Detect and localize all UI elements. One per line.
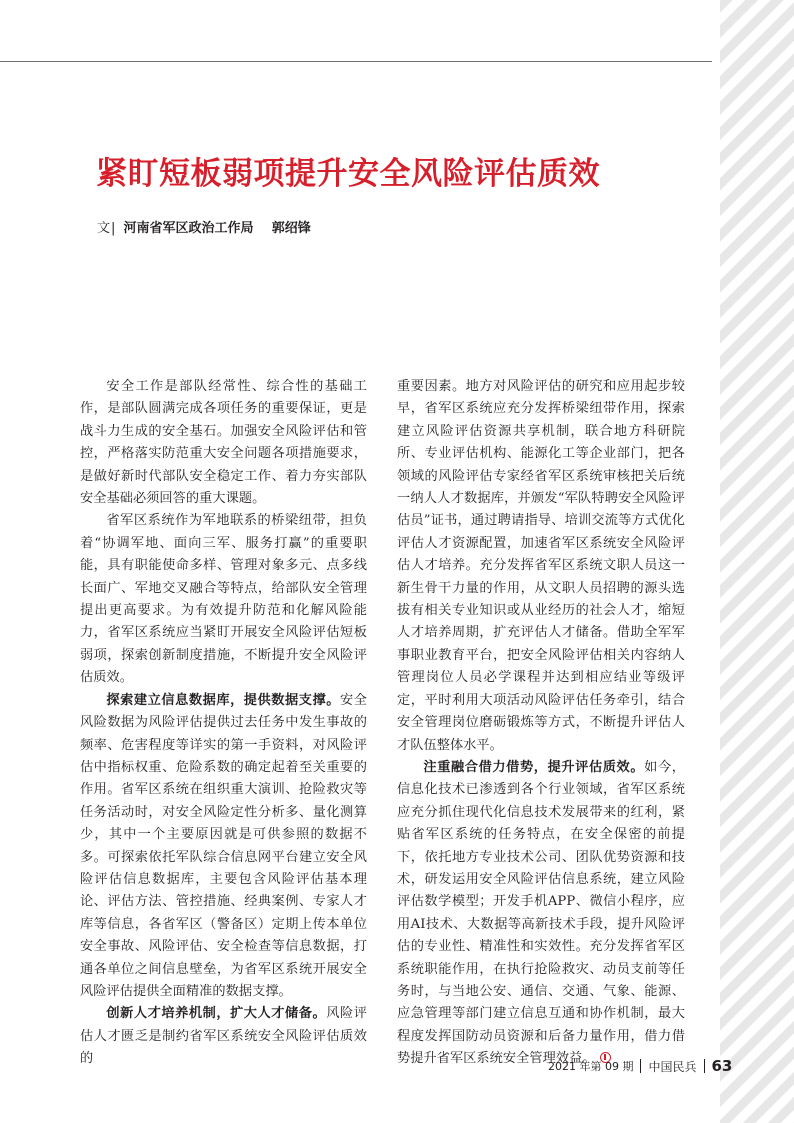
- paragraph-talent-continued: 重要因素。地方对风险评估的研究和应用起步较早，省军区系统应充分发挥桥梁纽带作用，探索建立风险评估资源共享机制，联合地方科研院所、专业评估机构、能源化工等企业部门，把各领域的风险评估专家经省军区系统审核把关后统一纳人人才数据库，并颁发“军队特聘安全风险评估员”证书，通过聘请指导、培训交流等方式优化评估人才资源配置，加速省军区系统安全风险评估人才培养。充分发挥省军区系统文职人员这一新生骨干力量的作用，从文职人员招聘的源头选拔有相关专业知识或从业经历的社会人才，缩短人才培养周期，扩充评估人才储备。借助全军军事职业教育平台，把安全风险评估相关内容纳人管理岗位人员必学课程并达到相应结业等级评定，平时利用大项活动风险评估任务牵引，结合安全管理岗位磨砺锻炼等方式，不断提升评估人才队伍整体水平。: [397, 379, 685, 753]
- paragraph-talent: [80, 1003, 367, 1070]
- section-text-database: 安全风险数据为风险评估提供过去任务中发生事故的频率、危害程度等详实的第一手资料，对风险评估中指标权重、危险系数的确定起着至关重要的作用。省军区系统在组织重大演训、抢险救灾等任务活动时，对安全风险定性分析多、量化测算少，其中一个主要原因就是可供参照的数据不多。可探索依托军队综合信息网平台建立安全风险评估信息数据库，主要包含风险评估基本理论、评估方法、管控措施、经典案例、专家人才库等信息，各省军区（警备区）定期上传本单位安全事故、风险评估、安全检查等信息数据，打通各单位之间信息壁垒，为省军区系统开展安全风险评估提供全面精准的数据支撑。: [80, 692, 367, 999]
- section-lead-integration: 注重融合借力借势，提升评估质效。: [423, 759, 645, 775]
- paragraph-intro: 安全工作是部队经常性、综合性的基础工作，是部队圆满完成各项任务的重要保证，更是战斗力生成的安全基石。加强安全风险评估和管控，严格落实防范重大安全问题各项措施要求，是做好新时代部队安全稳定工作、着力夯实部队安全基础必须回答的重大课题。: [80, 379, 367, 507]
- paragraph-context: 省军区系统作为军地联系的桥梁纽带，担负着“协调军地、面向三军、服务打赢”的重要职能，具有职能使命多样、管理对象多元、点多线长面广、军地交叉融合等特点，给部队安全管理提出更高要求。为有效提升防范和化解风险能力，省军区系统应当紧盯开展安全风险评估短板弱项，探索创新制度措施，不断提升安全风险评估质效。: [80, 513, 367, 686]
- page-footer: [548, 1056, 732, 1076]
- magazine-name: 中国民兵: [648, 1059, 697, 1074]
- decorative-stripes: [720, 0, 794, 1123]
- author-name: 郭绍锋: [271, 221, 311, 236]
- column-right: [397, 376, 685, 1071]
- top-rule: [0, 61, 712, 62]
- section-lead-talent: 创新人才培养机制，扩大人才储备。: [106, 1006, 327, 1022]
- footer-separator: [640, 1059, 641, 1073]
- footer-separator: [704, 1059, 705, 1073]
- section-text-talent-start: 风险评估人才匮乏是制约省军区系统安全风险评估质效的: [80, 1006, 367, 1067]
- paragraph-integration: [397, 757, 685, 1071]
- byline: [97, 217, 311, 236]
- issue-label: 2021 年第 09 期: [548, 1060, 634, 1073]
- column-left: [80, 376, 367, 1071]
- byline-separator: |: [111, 221, 116, 236]
- author-org: 河南省军区政治工作局: [123, 221, 254, 236]
- paragraph-database: [80, 690, 367, 1004]
- page-number: 63: [711, 1057, 733, 1075]
- article-title: 紧盯短板弱项提升安全风险评估质效: [96, 156, 600, 192]
- section-lead-database: 探索建立信息数据库，提供数据支撑。: [106, 692, 341, 708]
- section-text-integration: 如今，信息化技术已渗透到各个行业领域，省军区系统应充分抓住现代化信息技术发展带来的红利，紧贴省军区系统的任务特点，在安全保密的前提下，依托地方专业技术公司、团队优势资源和技术，研发运用安全风险评估信息系统，建立风险评估数学模型；开发手机APP、微信小程序，应用AI技术、大数据等高新技术手段，提升风险评估的专业性、精准性和实效性。充分发挥省军区系统职能作用，在执行抢险救灾、动员支前等任务时，与当地公安、通信、交通、气象、能源、应急管理等部门建立信息互通和协作机制，最大程度发挥国防动员资源和后备力量作用，借力借势提升省军区系统安全管理效益。: [397, 759, 685, 1067]
- byline-prefix: 文: [97, 221, 111, 236]
